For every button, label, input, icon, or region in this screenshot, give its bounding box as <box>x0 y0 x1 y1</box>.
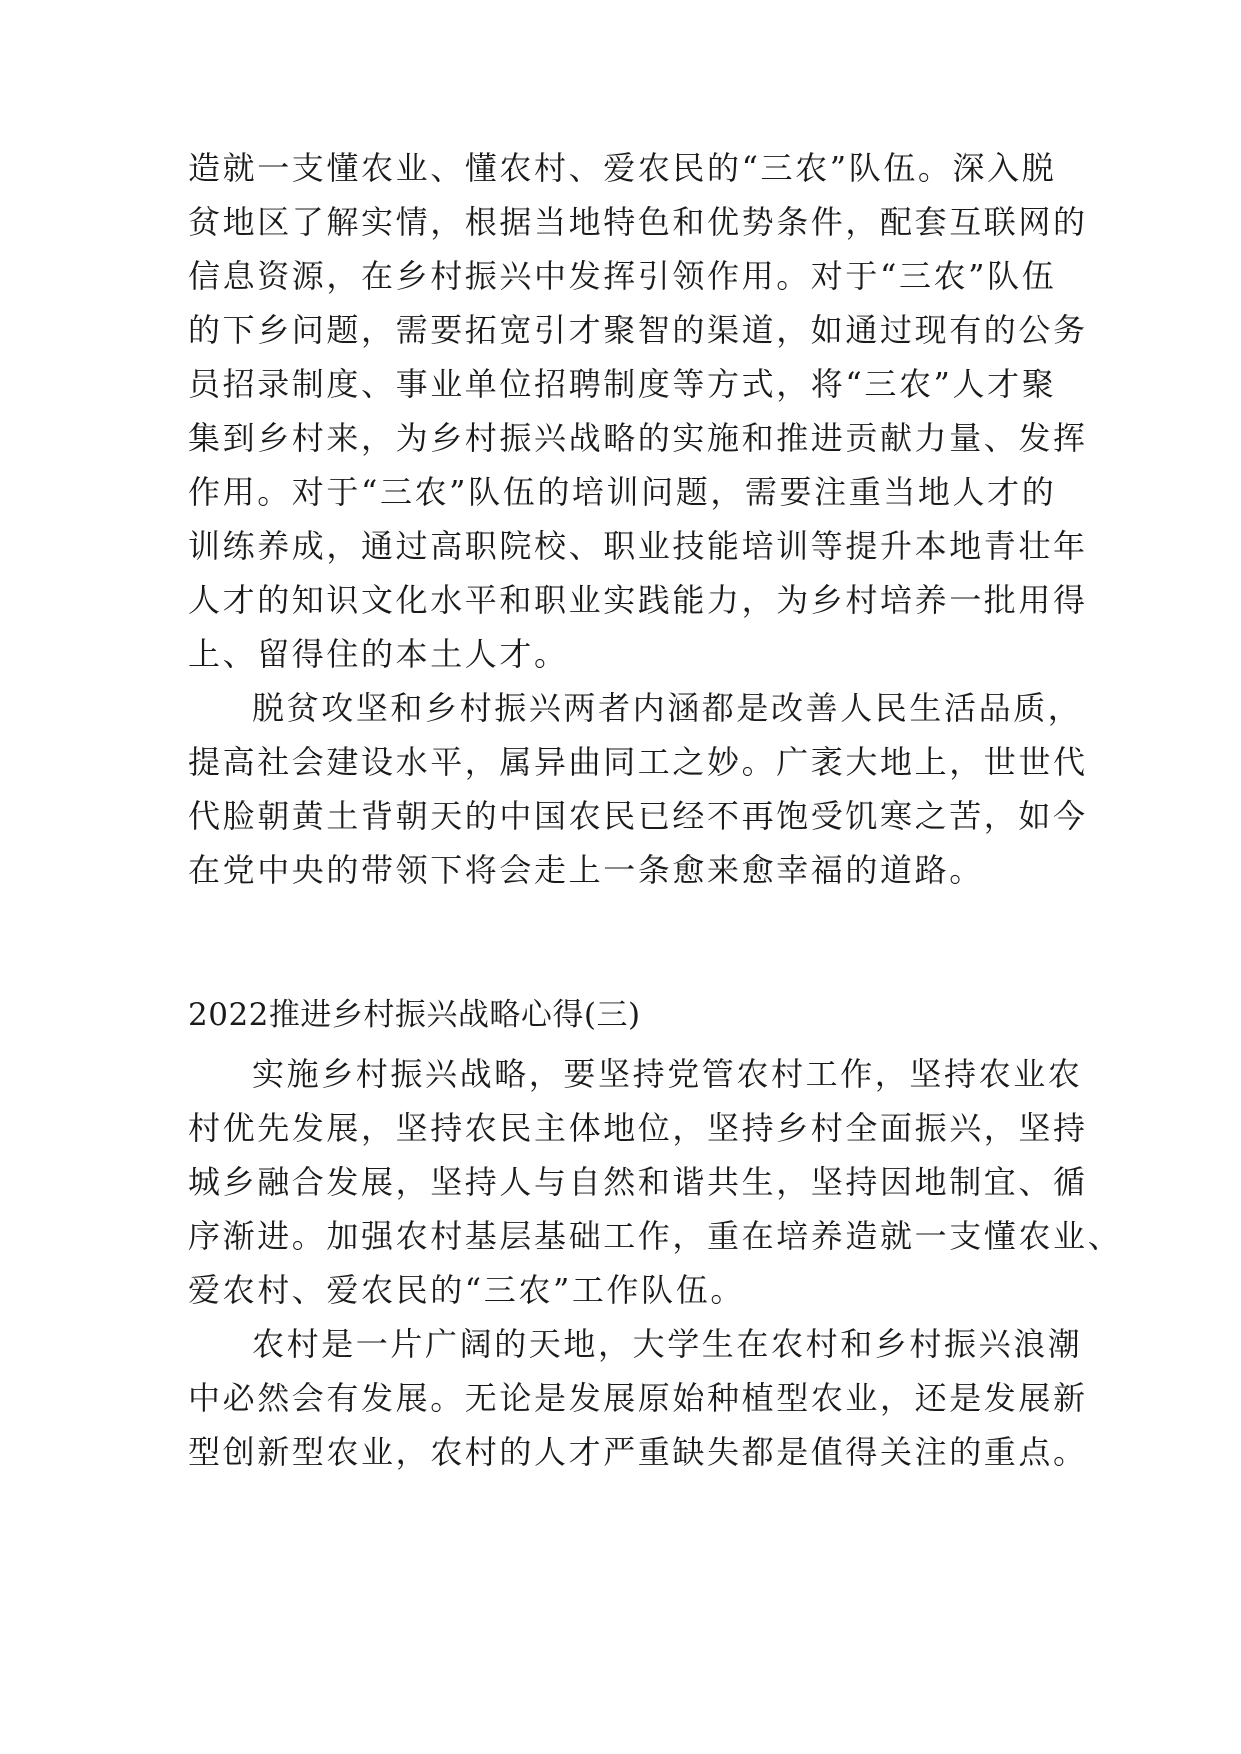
paragraph-1-line-5: 员招录制度、事业单位招聘制度等方式，将“三农”人才聚 <box>188 365 1057 403</box>
paragraph-4-line-1: 农村是一片广阔的天地，大学生在农村和乡村振兴浪潮 <box>252 1325 1083 1363</box>
paragraph-1-line-7: 作用。对于“三农”队伍的培训问题，需要注重当地人才的 <box>188 473 1057 511</box>
paragraph-2-line-1: 脱贫攻坚和乡村振兴两者内涵都是改善人民生活品质， <box>252 689 1083 727</box>
paragraph-2-line-2: 提高社会建设水平，属异曲同工之妙。广袤大地上，世世代 <box>188 743 1088 781</box>
paragraph-2-line-4: 在党中央的带领下将会走上一条愈来愈幸福的道路。 <box>188 851 984 889</box>
paragraph-3-line-1: 实施乡村振兴战略，要坚持党管农村工作，坚持农业农 <box>252 1055 1083 1093</box>
paragraph-4-line-2: 中必然会有发展。无论是发展原始种植型农业，还是发展新 <box>188 1379 1088 1417</box>
paragraph-2-line-3: 代脸朝黄土背朝天的中国农民已经不再饱受饥寒之苦，如今 <box>188 797 1088 835</box>
paragraph-3-line-5: 爱农村、爱农民的“三农”工作队伍。 <box>188 1271 745 1309</box>
paragraph-1-line-2: 贫地区了解实情，根据当地特色和优势条件，配套互联网的 <box>188 203 1088 241</box>
paragraph-1-line-6: 集到乡村来，为乡村振兴战略的实施和推进贡献力量、发挥 <box>188 419 1088 457</box>
paragraph-4-line-3: 型创新型农业，农村的人才严重缺失都是值得关注的重点。 <box>188 1433 1088 1471</box>
paragraph-1-line-9: 人才的知识文化水平和职业实践能力，为乡村培养一批用得 <box>188 581 1088 619</box>
paragraph-1-line-8: 训练养成，通过高职院校、职业技能培训等提升本地青壮年 <box>188 527 1088 565</box>
paragraph-3-line-4: 序渐进。加强农村基层基础工作，重在培养造就一支懂农业、 <box>188 1217 1123 1255</box>
paragraph-1-line-10: 上、留得住的本土人才。 <box>188 635 569 673</box>
paragraph-3-line-2: 村优先发展，坚持农民主体地位，坚持乡村全面振兴，坚持 <box>188 1109 1088 1147</box>
paragraph-1-line-1: 造就一支懂农业、懂农村、爱农民的“三农”队伍。深入脱 <box>188 149 1057 187</box>
paragraph-1-line-4: 的下乡问题，需要拓宽引才聚智的渠道，如通过现有的公务 <box>188 311 1088 349</box>
paragraph-3-line-3: 城乡融合发展，坚持人与自然和谐共生，坚持因地制宜、循 <box>188 1163 1088 1201</box>
paragraph-1-line-3: 信息资源，在乡村振兴中发挥引领作用。对于“三农”队伍 <box>188 257 1057 295</box>
section-heading: 2022推进乡村振兴战略心得(三) <box>188 997 641 1033</box>
